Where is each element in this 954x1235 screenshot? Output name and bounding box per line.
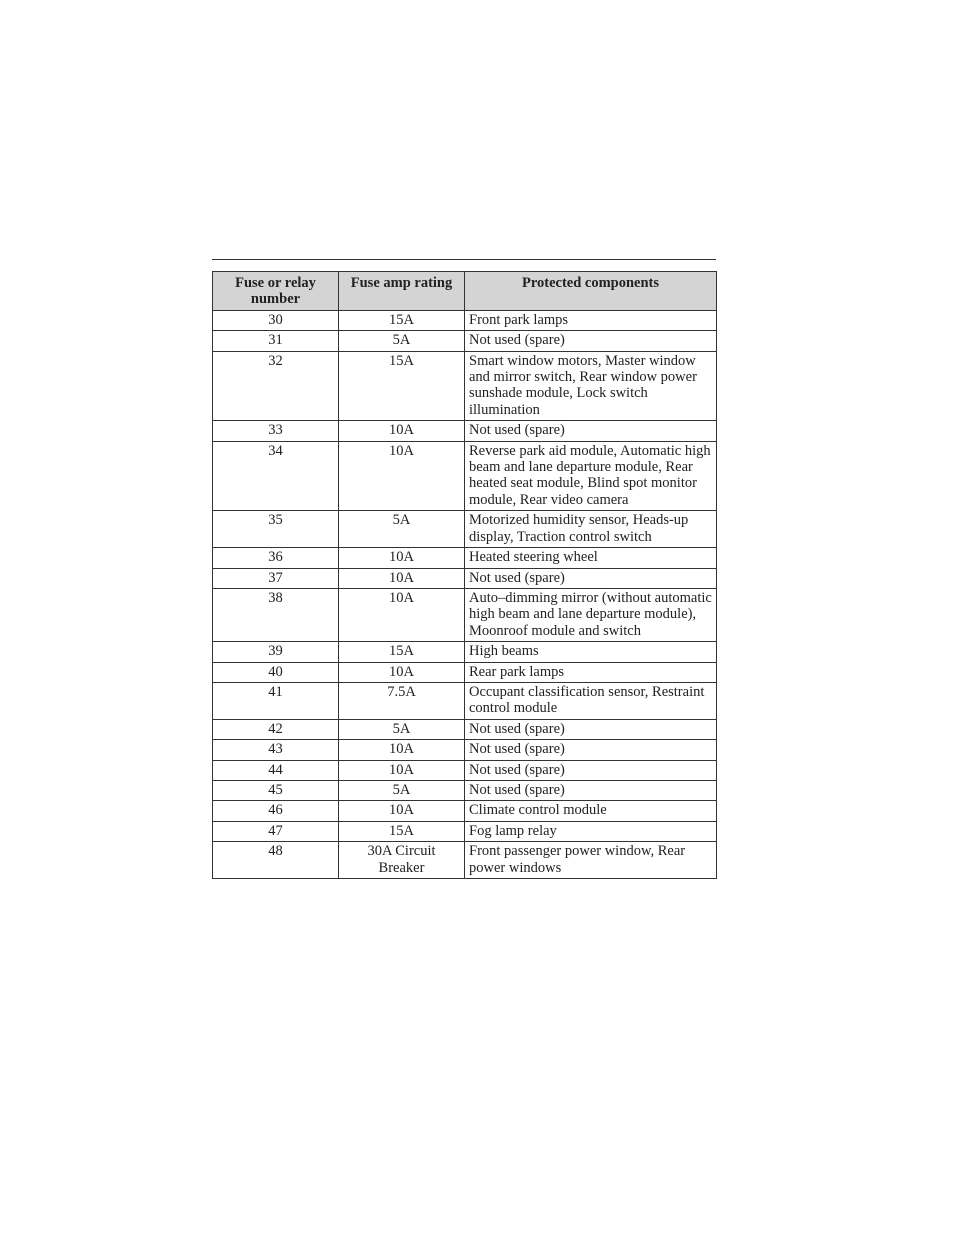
fuse-number-cell: 43 xyxy=(213,740,339,760)
amp-rating-cell: 15A xyxy=(339,642,465,662)
header-fuse-number: Fuse or relay number xyxy=(213,272,339,311)
protected-components-cell: Heated steering wheel xyxy=(465,548,717,568)
fuse-number-cell: 34 xyxy=(213,441,339,511)
table-row xyxy=(213,421,717,441)
fuse-number-cell: 31 xyxy=(213,331,339,351)
amp-rating-cell: 15A xyxy=(339,351,465,421)
header-protected-components: Protected components xyxy=(465,272,717,311)
protected-components-cell: Auto–dimming mirror (without automatic high beam and lane departure module), Moonroof module and switch xyxy=(465,588,717,641)
fuse-number-cell: 47 xyxy=(213,821,339,841)
amp-rating-cell: 10A xyxy=(339,568,465,588)
fuse-number-cell: 46 xyxy=(213,801,339,821)
protected-components-cell: Motorized humidity sensor, Heads-up display, Traction control switch xyxy=(465,511,717,548)
fuse-number-cell: 35 xyxy=(213,511,339,548)
protected-components-cell: Reverse park aid module, Automatic high beam and lane departure module, Rear heated seat module, Blind spot monitor module, Rear video camera xyxy=(465,441,717,511)
protected-components-cell: Smart window motors, Master window and mirror switch, Rear window power sunshade module, Lock switch illumination xyxy=(465,351,717,421)
protected-components-cell: High beams xyxy=(465,642,717,662)
fuse-number-cell: 36 xyxy=(213,548,339,568)
table-row xyxy=(213,511,717,548)
protected-components-cell: Front passenger power window, Rear power windows xyxy=(465,842,717,879)
fuse-number-cell: 30 xyxy=(213,310,339,330)
protected-components-cell: Not used (spare) xyxy=(465,331,717,351)
fuse-number-cell: 48 xyxy=(213,842,339,879)
amp-rating-cell: 5A xyxy=(339,780,465,800)
fuse-number-cell: 33 xyxy=(213,421,339,441)
protected-components-cell: Not used (spare) xyxy=(465,780,717,800)
fuse-number-cell: 32 xyxy=(213,351,339,421)
fuse-number-cell: 45 xyxy=(213,780,339,800)
amp-rating-cell: 10A xyxy=(339,421,465,441)
fuse-number-cell: 39 xyxy=(213,642,339,662)
protected-components-cell: Not used (spare) xyxy=(465,421,717,441)
table-row xyxy=(213,548,717,568)
protected-components-cell: Rear park lamps xyxy=(465,662,717,682)
protected-components-cell: Climate control module xyxy=(465,801,717,821)
table-row xyxy=(213,331,717,351)
protected-components-cell: Not used (spare) xyxy=(465,740,717,760)
fuse-number-cell: 42 xyxy=(213,719,339,739)
table-row xyxy=(213,662,717,682)
table-row xyxy=(213,682,717,719)
table-row xyxy=(213,821,717,841)
amp-rating-cell: 10A xyxy=(339,441,465,511)
protected-components-cell: Front park lamps xyxy=(465,310,717,330)
protected-components-cell: Fog lamp relay xyxy=(465,821,717,841)
amp-rating-cell: 30A Circuit Breaker xyxy=(339,842,465,879)
table-row xyxy=(213,740,717,760)
protected-components-cell: Not used (spare) xyxy=(465,719,717,739)
amp-rating-cell: 10A xyxy=(339,588,465,641)
amp-rating-cell: 10A xyxy=(339,760,465,780)
protected-components-cell: Occupant classification sensor, Restraint control module xyxy=(465,682,717,719)
amp-rating-cell: 5A xyxy=(339,511,465,548)
amp-rating-cell: 15A xyxy=(339,310,465,330)
fuse-number-cell: 44 xyxy=(213,760,339,780)
table-body xyxy=(213,310,717,878)
table-row xyxy=(213,588,717,641)
amp-rating-cell: 5A xyxy=(339,719,465,739)
table-row xyxy=(213,642,717,662)
fuse-table xyxy=(212,271,717,879)
amp-rating-cell: 10A xyxy=(339,740,465,760)
protected-components-cell: Not used (spare) xyxy=(465,568,717,588)
table-row xyxy=(213,760,717,780)
table-row xyxy=(213,351,717,421)
header-amp-rating: Fuse amp rating xyxy=(339,272,465,311)
table-header-row xyxy=(213,272,717,311)
amp-rating-cell: 10A xyxy=(339,662,465,682)
fuse-number-cell: 40 xyxy=(213,662,339,682)
fuse-number-cell: 37 xyxy=(213,568,339,588)
table-row xyxy=(213,780,717,800)
amp-rating-cell: 10A xyxy=(339,548,465,568)
table-row xyxy=(213,801,717,821)
amp-rating-cell: 7.5A xyxy=(339,682,465,719)
table-row xyxy=(213,719,717,739)
table-row xyxy=(213,310,717,330)
amp-rating-cell: 15A xyxy=(339,821,465,841)
section-rule xyxy=(212,259,716,260)
table-row xyxy=(213,842,717,879)
protected-components-cell: Not used (spare) xyxy=(465,760,717,780)
fuse-number-cell: 38 xyxy=(213,588,339,641)
amp-rating-cell: 5A xyxy=(339,331,465,351)
fuse-number-cell: 41 xyxy=(213,682,339,719)
amp-rating-cell: 10A xyxy=(339,801,465,821)
table-row xyxy=(213,568,717,588)
table-row xyxy=(213,441,717,511)
